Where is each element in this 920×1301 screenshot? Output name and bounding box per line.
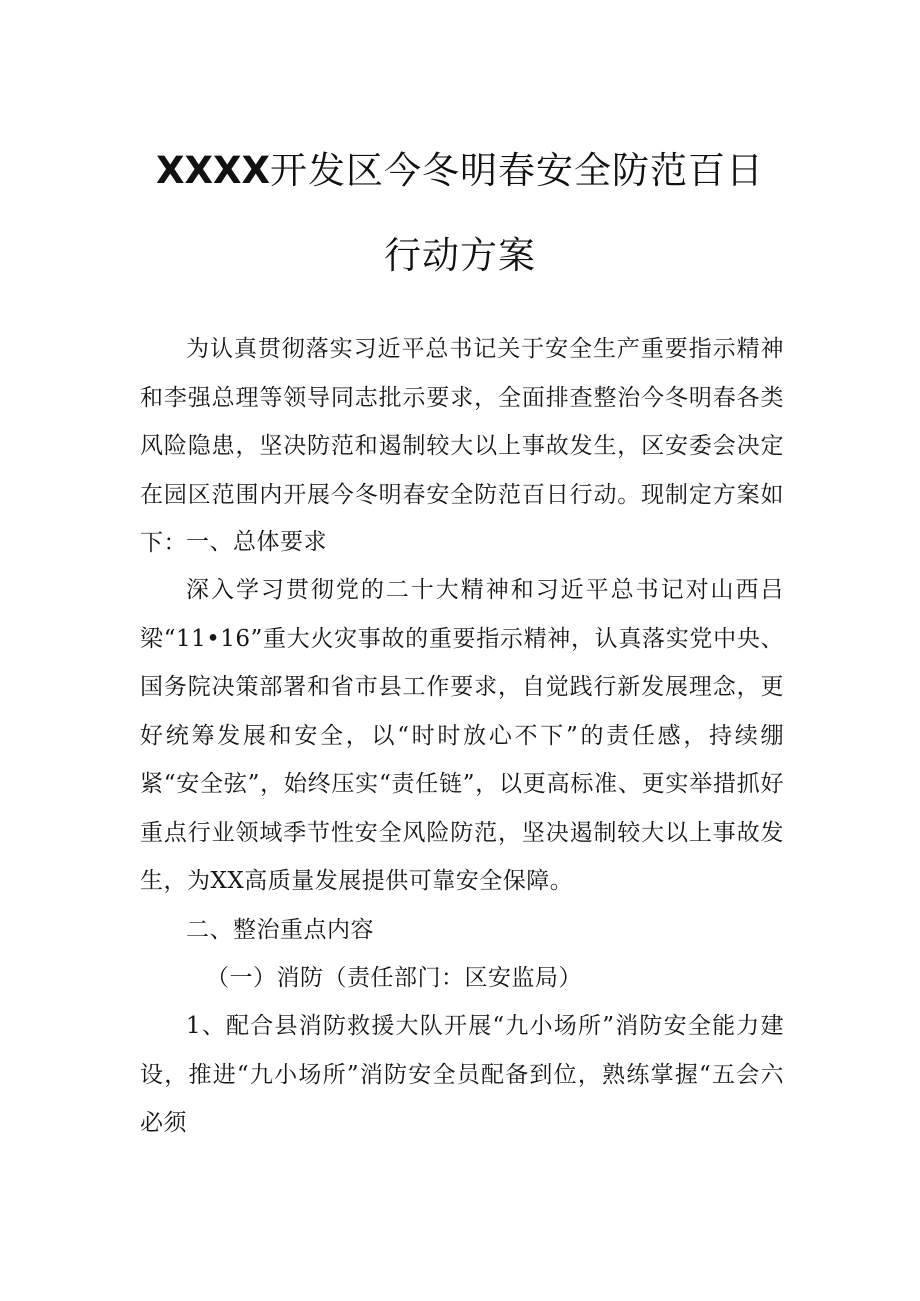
section-heading-key-rectification: 二、整治重点内容	[186, 917, 374, 943]
title-main: 开发区今冬明春安全防范百日	[270, 149, 765, 192]
document-title-line-1	[0, 140, 920, 194]
title-prefix: XXXX	[155, 149, 271, 192]
subsection-heading-fire-safety: （一）消防（责任部门：区安监局）	[206, 965, 582, 991]
fire-safety-item-1: 1、配合县消防救援大队开展“九小场所”消防安全能力建设，推进“九小场所”消防安全员配备到位，熟练掌握“五会六必须	[140, 1013, 784, 1136]
general-requirements-paragraph: 深入学习贯彻党的二十大精神和习近平总书记对山西吕梁“11•16”重大火灾事故的重要指示精神，认真落实党中央、国务院决策部署和省市县工作要求，自觉践行新发展理念，更好统筹发展和安全，以“时时放心不下”的责任感，持续绷紧“安全弦”，始终压实“责任链”，以更高标准、更实举措抓好重点行业领域季节性安全风险防范，坚决遏制较大以上事故发生，为XX高质量发展提供可靠安全保障。	[140, 577, 784, 894]
document-title-line-2: 行动方案	[384, 234, 536, 277]
intro-paragraph: 为认真贯彻落实习近平总书记关于安全生产重要指示精神和李强总理等领导同志批示要求，全面排查整治今冬明春各类风险隐患，坚决防范和遏制较大以上事故发生，区安委会决定在园区范围内开展今冬明春安全防范百日行动。现制定方案如下：	[140, 336, 784, 556]
section-heading-general-requirements: 一、总体要求	[186, 529, 327, 555]
